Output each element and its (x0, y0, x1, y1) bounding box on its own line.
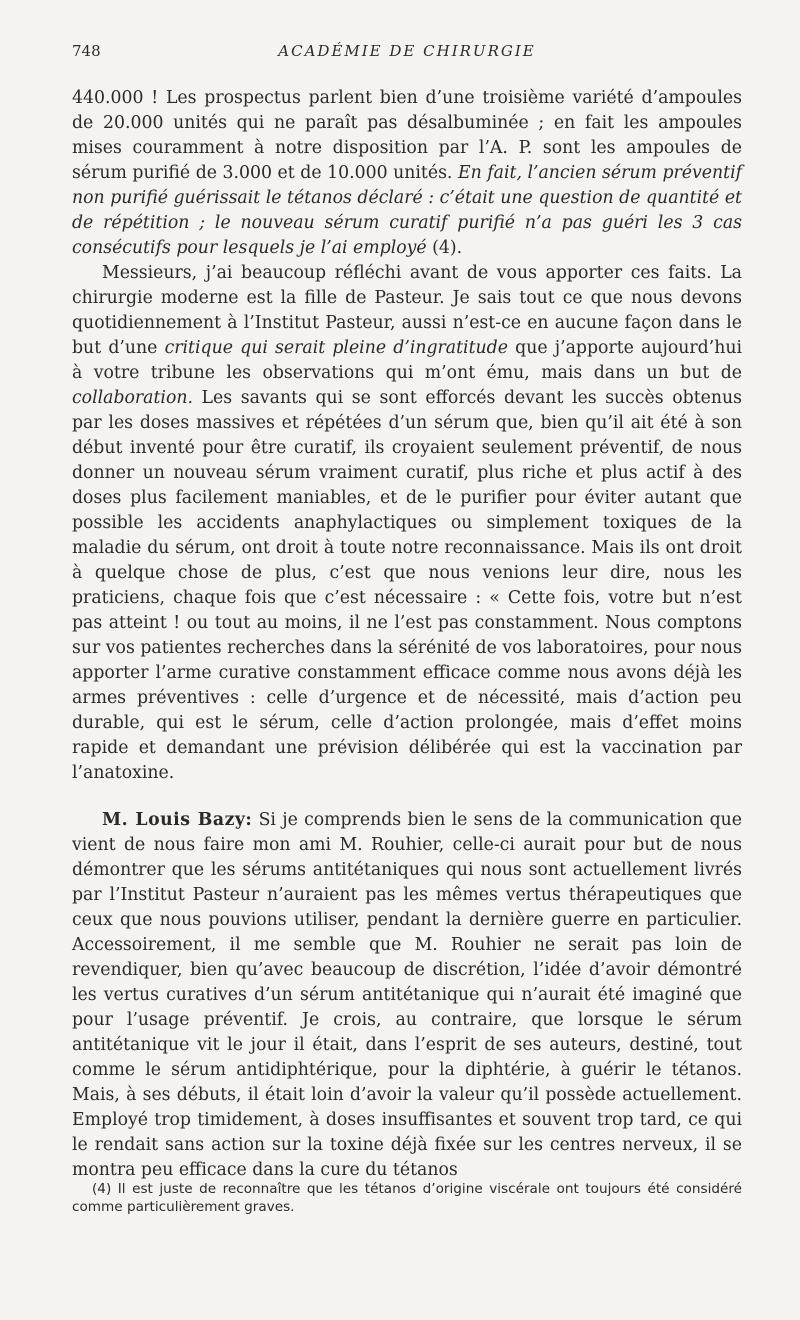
italic-run: collaboration. (72, 388, 193, 408)
text-run: Si je comprends bien le sens de la communication que vient de nous faire mon ami M. Rouhier, celle-ci aurait pour but de nous démontrer que les sérums antitétaniques qui nous sont actuellement livrés par l’Institut Pasteur n’auraient pas les mêmes vertus thérapeutiques que ceux que nous pouvions utiliser, pendant la dernière guerre en particulier. Accessoirement, il me semble que M. Rouhier ne serait pas loin de revendiquer, bien qu’avec beaucoup de discrétion, l’idée d’avoir démontré les vertus curatives d’un sérum antitétanique qui n’aurait été imaginé que pour l’usage préventif. Je crois, au contraire, que lorsque le sérum antitétanique vit le jour il était, dans l’esprit de ses auteurs, destiné, tout comme le sérum antidiphtérique, pour la diphtérie, à guérir le tétanos. Mais, à ses débuts, il était loin d’avoir la valeur qu’il possède actuellement. Employé trop timidement, à doses insuffisantes et souvent trop tard, ce qui le rendait sans action sur la toxine déjà fixée sur les centres nerveux, il se montra peu efficace dans la cure du tétanos (72, 810, 742, 1180)
text-run: Les savants qui se sont efforcés devant les succès obtenus par les doses massives et répétées d’un sérum que, bien qu’il ait été à son début inventé pour être curatif, ils croyaient seulement préventif, de nous donner un nouveau sérum vraiment curatif, plus riche et plus actif à des doses plus facilement maniables, et de le purifier pour éviter autant que possible les accidents anaphylactiques ou simplement toxiques de la maladie du sérum, ont droit à toute notre reconnaissance. Mais ils ont droit à quelque chose de plus, c’est que nous venions leur dire, nous les praticiens, chaque fois que c’est nécessaire : « Cette fois, votre but n’est pas atteint ! ou tout au moins, il ne l’est pas constamment. Nous comptons sur vos patientes recherches dans la sérénité de vos laboratoires, pour nous apporter l’arme curative constamment efficace comme nous avons déjà les armes préventives : celle d’urgence et de nécessité, mais d’action peu durable, qui est le sérum, celle d’action prolongée, mais d’effet moins rapide et demandant une prévision délibérée qui est la vaccination par l’anatoxine. (72, 388, 742, 783)
running-head: ACADÉMIE DE CHIRURGIE (278, 42, 536, 60)
page-number: 748 (72, 42, 101, 60)
text-run: Messieurs, j’ai beaucoup réfléchi avant de vous apporter ces faits. La chirurgie moderne est la fille de Pasteur. Je sais tout ce que nous devons quotidiennement à l’Institut Pasteur, aussi n’est-ce en aucune façon dans le but d’une (72, 263, 742, 358)
paragraph-continuation (72, 86, 742, 261)
footnote: (4) Il est juste de reconnaître que les tétanos d’origine viscérale ont toujours été considéré comme particulièrement graves. (72, 1181, 742, 1215)
footnote-ref: (4). (426, 238, 463, 258)
paragraph-speaker (72, 808, 742, 1183)
italic-run: En fait, l’ancien sérum préventif non purifié guérissait le tétanos déclaré : c’était une question de quantité et de répétition ; le nouveau sérum curatif purifié n’a pas guéri les 3 cas consécutifs pour lesquels je l’ai employé (72, 163, 742, 258)
italic-run: critique qui serait pleine d’ingratitude (164, 338, 508, 358)
speaker-name: M. Louis Bazy: (102, 810, 253, 830)
page-header (72, 42, 742, 66)
body-text (72, 86, 742, 1183)
text-run: que j’apporte aujourd’hui à votre tribune les observations qui m’ont ému, mais dans un but de (72, 338, 743, 383)
text-run: 440.000 ! Les prospectus parlent bien d’une troisième variété d’ampoules de 20.000 unités qui ne paraît pas désalbuminée ; en fait les ampoules mises couramment à notre disposition par l’A. P. sont les ampoules de sérum purifié de 3.000 et de 10.000 unités. (72, 88, 742, 183)
paragraph (72, 261, 742, 786)
